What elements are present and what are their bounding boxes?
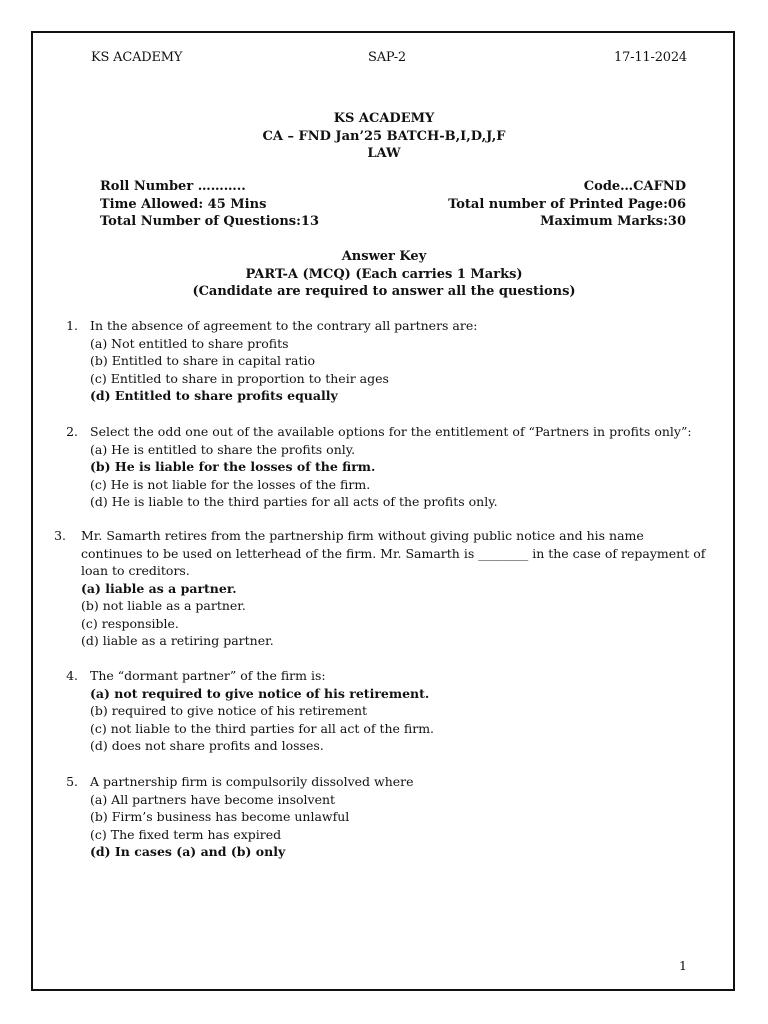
option-d: (d) He is liable to the third parties for all acts of the profits only. xyxy=(90,494,498,509)
exam-title-block xyxy=(0,110,768,163)
option-b: (b) not liable as a partner. xyxy=(81,598,246,613)
option-a: (a) He is entitled to share the profits only. xyxy=(90,441,356,457)
option-a: (a) Not entitled to share profits xyxy=(90,335,289,351)
question-text-line: continues to be used on letterhead of the firm. Mr. Samarth is ________ in the case of repayment of xyxy=(81,545,706,561)
roll-number: Roll Number ……….. xyxy=(100,179,246,194)
maximum-marks: Maximum Marks:30 xyxy=(540,214,686,229)
option-b: (b) Firm’s business has become unlawful xyxy=(90,809,350,824)
question-text-line: loan to creditors. xyxy=(81,563,190,578)
option-c: (c) Entitled to share in proportion to their ages xyxy=(90,370,389,386)
part-heading: PART-A (MCQ) (Each carries 1 Marks) xyxy=(245,266,523,282)
header-institute: KS ACADEMY xyxy=(91,50,183,65)
option-list xyxy=(90,335,389,405)
option-d: (d) liable as a retiring partner. xyxy=(81,633,274,648)
question-number: 3. xyxy=(54,528,66,543)
exam-info-block xyxy=(100,178,686,231)
option-c: (c) not liable to the third parties for all act of the firm. xyxy=(90,720,435,736)
header-paper-code: SAP-2 xyxy=(368,50,406,65)
question-number: 5. xyxy=(66,774,78,789)
option-b-correct: (b) He is liable for the losses of the firm. xyxy=(90,459,376,474)
option-c: (c) The fixed term has expired xyxy=(90,826,282,842)
question-text: In the absence of agreement to the contrary all partners are: xyxy=(90,318,478,333)
question-number: 2. xyxy=(66,424,78,439)
option-b: (b) Entitled to share in capital ratio xyxy=(90,353,315,368)
question-number: 4. xyxy=(66,668,78,683)
option-a-correct: (a) not required to give notice of his retirement. xyxy=(90,685,430,701)
page-header xyxy=(91,50,687,70)
question-text-line: Mr. Samarth retires from the partnership firm without giving public notice and his name xyxy=(81,528,644,543)
info-row xyxy=(100,196,686,214)
exam-institute-title: KS ACADEMY xyxy=(333,111,435,126)
option-d-correct: (d) Entitled to share profits equally xyxy=(90,388,338,403)
page-number: 1 xyxy=(679,958,687,973)
option-list xyxy=(90,441,498,511)
option-list xyxy=(90,791,349,861)
total-questions: Total Number of Questions:13 xyxy=(100,214,320,229)
exam-code: Code…CAFND xyxy=(583,179,686,194)
info-row xyxy=(100,178,686,196)
time-allowed: Time Allowed: 45 Mins xyxy=(100,196,267,212)
option-a-correct: (a) liable as a partner. xyxy=(81,580,237,596)
exam-batch-title: CA – FND Jan’25 BATCH-B,I,D,J,F xyxy=(262,128,506,144)
question-text: Select the odd one out of the available options for the entitlement of “Partners in profits only”: xyxy=(90,424,692,439)
option-c: (c) responsible. xyxy=(81,615,179,631)
printed-pages: Total number of Printed Page:06 xyxy=(448,196,686,212)
option-d-correct: (d) In cases (a) and (b) only xyxy=(90,844,286,859)
question-number: 1. xyxy=(66,318,78,333)
question-text xyxy=(81,527,705,650)
answer-key-title: Answer Key xyxy=(341,249,427,264)
part-instruction: (Candidate are required to answer all the questions) xyxy=(192,284,576,299)
question-text: A partnership firm is compulsorily dissolved where xyxy=(90,774,414,789)
exam-subject-title: LAW xyxy=(367,146,401,161)
header-date: 17-11-2024 xyxy=(614,50,687,65)
option-c: (c) He is not liable for the losses of the firm. xyxy=(90,476,371,492)
option-b: (b) required to give notice of his retirement xyxy=(90,703,368,718)
question-text: The “dormant partner” of the firm is: xyxy=(90,668,326,683)
option-list xyxy=(90,685,434,755)
option-d: (d) does not share profits and losses. xyxy=(90,738,324,753)
info-row xyxy=(100,213,686,231)
answer-key-heading xyxy=(0,248,768,301)
option-a: (a) All partners have become insolvent xyxy=(90,791,336,807)
